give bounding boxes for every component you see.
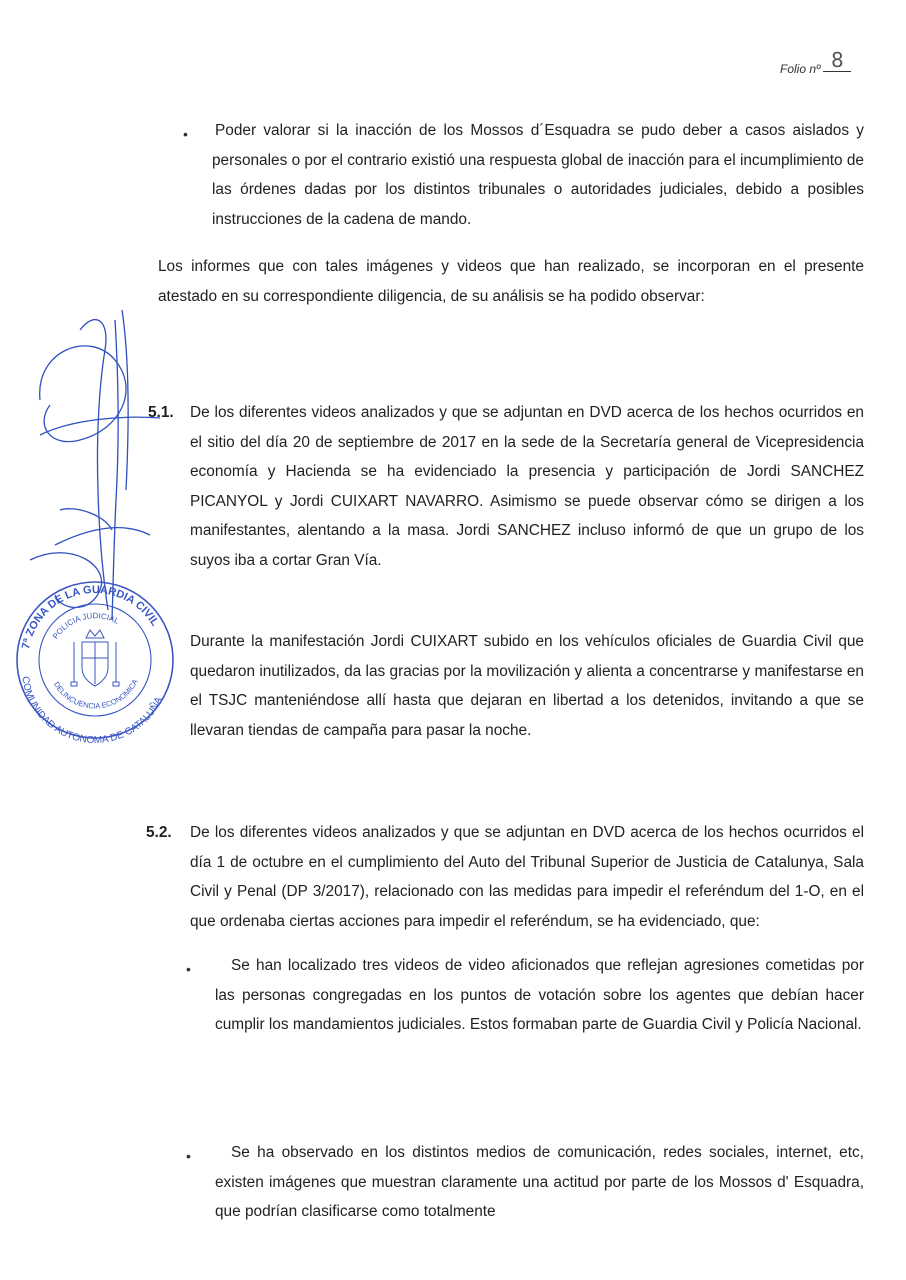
- bullet-dot: •: [186, 1148, 191, 1164]
- section-5-2-number: 5.2.: [146, 824, 172, 841]
- stamp-lower-text: DELINCUENCIA ECONOMICA: [51, 677, 140, 711]
- intro-bullet-text: Poder valorar si la inacción de los Mossos d´Esquadra se pudo deber a casos aislados y personales o por el contrario existió una respuesta global de inacción para el incumplimiento de las órdenes dadas por los distintos tribunales o autoridades judiciales, debido a posibles instrucciones de la cadena de mando.: [212, 122, 864, 228]
- stamp-bottom-text: COMUNIDAD AUTONOMA DE CATALUÑA: [19, 675, 165, 747]
- svg-text:COMUNIDAD AUTONOMA DE CATALUÑA: [19, 676, 165, 746]
- folio-number: 8: [823, 49, 851, 72]
- svg-text:DELINCUENCIA ECONOMICA: [52, 678, 140, 711]
- bullet-dot: •: [186, 961, 191, 977]
- intro-paragraph: Los informes que con tales imágenes y videos que han realizado, se incorporan en el presente atestado en su correspondiente diligencia, de su análisis se ha podido observar:: [158, 258, 864, 305]
- section-5-1-paragraph-2: Durante la manifestación Jordi CUIXART subido en los vehículos oficiales de Guardia Civil que quedaron inutilizados, da las gracias por la movilización y alienta a concentrarse y manifestarse en el TSJC manteniéndose allí hasta que dejaran en libertad a los detenidos, invitando a que se llevaran tiendas de campaña para pasar la noche.: [190, 633, 864, 739]
- coat-of-arms-icon: [71, 630, 119, 686]
- bullet-dot: •: [183, 126, 188, 142]
- folio-label: [780, 48, 851, 78]
- section-5-1-paragraph-1: De los diferentes videos analizados y que se adjuntan en DVD acerca de los hechos ocurridos en el sitio del día 20 de septiembre de 2017 en la sede de la Secretaría general de Vicepresidencia economía y Hacienda se ha evidenciado la presencia y participación de Jordi SANCHEZ PICANYOL y Jordi CUIXART NAVARRO. Asimismo se puede observar cómo se dirigen a los manifestantes, alentando a la masa. Jordi SANCHEZ incluso informó de que un grupo de los suyos iba a cortar Gran Vía.: [190, 404, 864, 569]
- section-5-2-bullet-2: Se ha observado en los distintos medios de comunicación, redes sociales, internet, etc, existen imágenes que muestran claramente una actitud por parte de los Mossos d' Esquadra, que podrían clasificarse como totalmente: [215, 1144, 864, 1220]
- signature-icon: [30, 310, 160, 620]
- section-5-2-paragraph: De los diferentes videos analizados y que se adjuntan en DVD acerca de los hechos ocurridos el día 1 de octubre en el cumplimiento del Auto del Tribunal Superior de Justicia de Catalunya, Sala Civil y Penal (DP 3/2017), relacionado con las medidas para impedir el referéndum del 1-O, en el que ordenaba ciertas acciones para impedir el referéndum, se ha evidenciado, que:: [190, 824, 864, 930]
- section-5-2-bullet-1: Se han localizado tres videos de video aficionados que reflejan agresiones cometidas por las personas congregadas en los puntos de votación sobre los agentes que debían hacer cumplir los mandamientos judiciales. Estos formaban parte de Guardia Civil y Policía Nacional.: [215, 957, 864, 1033]
- signature-and-stamp: [0, 290, 200, 770]
- section-5-1-number: 5.1.: [148, 404, 174, 421]
- folio-text: Folio nº: [780, 62, 821, 76]
- stamp-inner-text: POLICIA JUDICIAL: [50, 611, 121, 641]
- official-stamp-icon: [17, 582, 173, 746]
- stamp-top-text: 7ª ZONA DE LA GUARDIA CIVIL: [19, 583, 161, 651]
